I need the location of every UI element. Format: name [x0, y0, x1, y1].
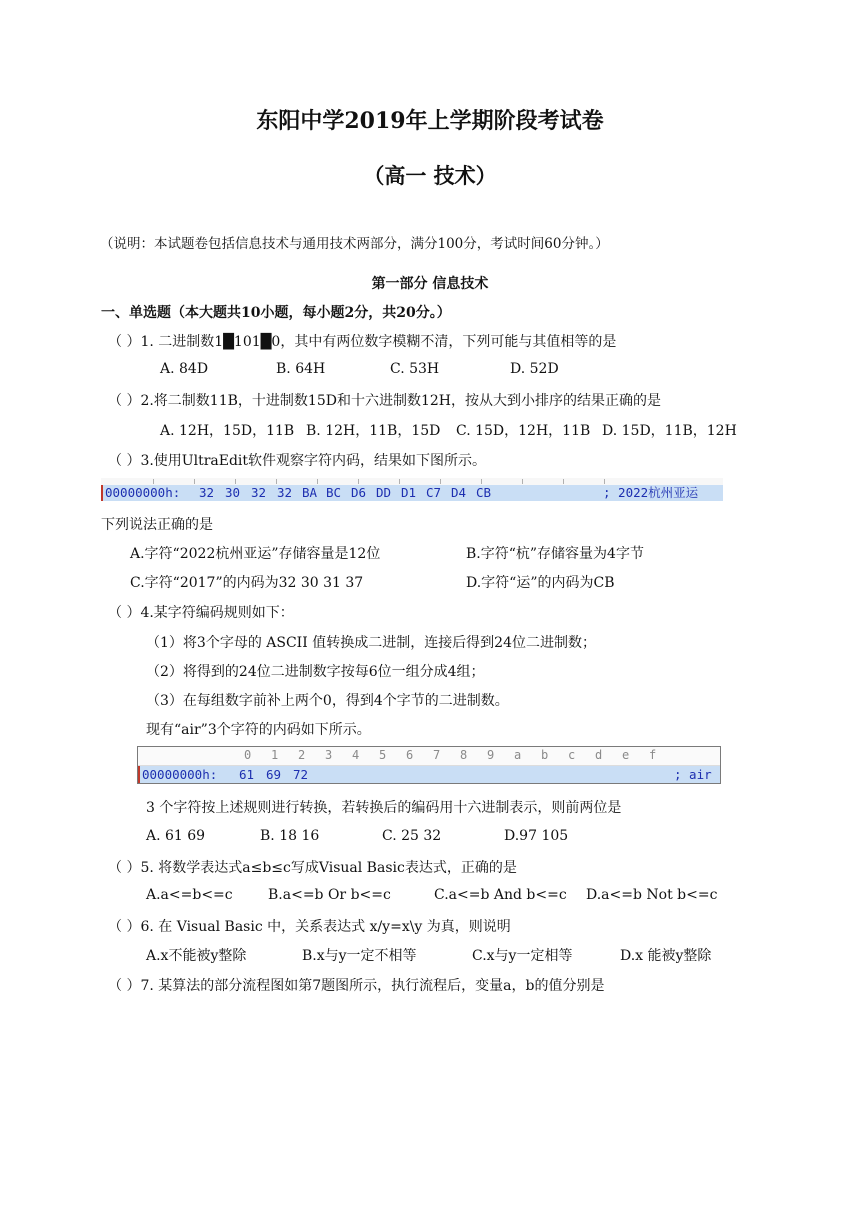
exam-subtitle: （高一 技术） — [363, 163, 497, 188]
q5-option-a[interactable]: A.a<=b<=c — [146, 887, 233, 903]
hex-byte: 72 — [293, 767, 309, 782]
q5-option-b[interactable]: B.a<=b Or b<=c — [268, 887, 391, 903]
q3-option-d[interactable]: D.字符“运”的内码为CB — [466, 575, 615, 591]
hex-editor-strip-2 — [137, 746, 721, 784]
q4-rule-1: （1）将3个字母的 ASCII 值转换成二进制，连接后得到24位二进制数； — [146, 635, 597, 651]
hex-byte: 32 — [199, 485, 215, 500]
hex-byte: 61 — [239, 767, 255, 782]
question-3-stem: （ ）3.使用UltraEdit软件观察字符内码，结果如下图所示。 — [108, 453, 487, 469]
hex-byte: 30 — [225, 485, 241, 500]
hex-byte: BC — [326, 485, 342, 500]
q3-option-a[interactable]: A.字符“2022杭州亚运”存储容量是12位 — [130, 546, 381, 562]
q2-option-b[interactable]: B. 12H，11B，15D — [306, 423, 441, 439]
hex-offset: 00000000h: — [142, 767, 218, 782]
hex-column-label: a — [514, 748, 522, 762]
exam-title: 东阳中学2019年上学期阶段考试卷 — [256, 108, 604, 134]
q1-option-b[interactable]: B. 64H — [276, 361, 326, 377]
hex-byte: D1 — [401, 485, 417, 500]
q1-option-d[interactable]: D. 52D — [510, 361, 559, 377]
q1-option-a[interactable]: A. 84D — [160, 361, 209, 377]
hex-column-label: 0 — [244, 748, 252, 762]
hex-byte: 69 — [266, 767, 282, 782]
hex-column-label: f — [649, 748, 657, 762]
hex-column-label: 9 — [487, 748, 495, 762]
question-4-stem: （ ）4.某字符编码规则如下： — [108, 605, 294, 621]
q4-rule-3: （3）在每组数字前补上两个0，得到4个字节的二进制数。 — [146, 693, 509, 709]
hex-column-label: c — [568, 748, 576, 762]
section-heading: 一、单选题（本大题共10小题，每小题2分，共20分。） — [101, 305, 451, 321]
hex-column-label: 1 — [271, 748, 279, 762]
hex-byte: 32 — [251, 485, 267, 500]
q1-option-c[interactable]: C. 53H — [390, 361, 440, 377]
hex-column-label: 7 — [433, 748, 441, 762]
question-1-stem: （ ）1. 二进制数1█101█0，其中有两位数字模糊不清，下列可能与其值相等的是 — [108, 334, 617, 350]
hex-byte: DD — [376, 485, 392, 500]
q4-rule-2: （2）将得到的24位二进制数字按每6位一组分成4组； — [146, 664, 485, 680]
q4-question: 3 个字符按上述规则进行转换，若转换后的编码用十六进制表示，则前两位是 — [146, 800, 622, 816]
hex-column-label: b — [541, 748, 549, 762]
hex-offset: 00000000h: — [105, 485, 181, 500]
question-6-stem: （ ）6. 在 Visual Basic 中，关系表达式 x/y=x\y 为真，则说明 — [108, 919, 511, 935]
question-2-stem: （ ）2.将二制数11B，十进制数15D和十六进制数12H，按从大到小排序的结果正确的是 — [108, 393, 661, 409]
hex-column-label: 3 — [325, 748, 333, 762]
q3-option-c[interactable]: C.字符“2017”的内码为32 30 31 37 — [130, 575, 364, 591]
part-title: 第一部分 信息技术 — [371, 276, 489, 292]
hex-text: ; 2022杭州亚运 — [603, 485, 699, 500]
hex-column-label: 8 — [460, 748, 468, 762]
hex-row[interactable] — [101, 485, 723, 501]
question-5-stem: （ ）5. 将数学表达式a≤b≤c写成Visual Basic表达式，正确的是 — [108, 860, 517, 876]
q5-option-d[interactable]: D.a<=b Not b<=c — [586, 887, 718, 903]
q5-option-c[interactable]: C.a<=b And b<=c — [434, 887, 567, 903]
hex-column-label: 5 — [379, 748, 387, 762]
hex-byte: C7 — [426, 485, 442, 500]
q6-option-a[interactable]: A.x不能被y整除 — [146, 948, 247, 964]
hex-byte: 32 — [277, 485, 293, 500]
q4-option-b[interactable]: B. 18 16 — [260, 828, 320, 844]
q6-option-c[interactable]: C.x与y一定相等 — [472, 948, 573, 964]
q4-option-a[interactable]: A. 61 69 — [146, 828, 206, 844]
hex-column-label: 4 — [352, 748, 360, 762]
hex-row[interactable] — [138, 766, 720, 783]
hex-column-label: d — [595, 748, 603, 762]
hex-column-label: 6 — [406, 748, 414, 762]
hex-column-label: 2 — [298, 748, 306, 762]
q2-option-c[interactable]: C. 15D，12H，11B — [456, 423, 591, 439]
hex-byte: BA — [302, 485, 318, 500]
q2-option-a[interactable]: A. 12H，15D，11B — [160, 423, 295, 439]
q6-option-d[interactable]: D.x 能被y整除 — [620, 948, 712, 964]
q4-option-d[interactable]: D.97 105 — [504, 828, 569, 844]
q2-option-d[interactable]: D. 15D，11B，12H — [602, 423, 737, 439]
exam-instructions: （说明：本试题卷包括信息技术与通用技术两部分，满分100分，考试时间60分钟。） — [100, 236, 609, 252]
q6-option-b[interactable]: B.x与y一定不相等 — [302, 948, 417, 964]
hex-text: ; air — [674, 767, 712, 782]
hex-byte: CB — [476, 485, 492, 500]
hex-column-header — [138, 747, 720, 766]
q4-intro: 现有“air”3个字符的内码如下所示。 — [146, 722, 371, 738]
q3-option-b[interactable]: B.字符“杭”存储容量为4字节 — [466, 546, 644, 562]
q3-follow-text: 下列说法正确的是 — [101, 517, 213, 533]
q4-option-c[interactable]: C. 25 32 — [382, 828, 442, 844]
hex-column-label: e — [622, 748, 630, 762]
question-7-stem: （ ）7. 某算法的部分流程图如第7题图所示，执行流程后，变量a，b的值分别是 — [108, 978, 605, 994]
hex-editor-strip-1 — [101, 478, 723, 502]
hex-byte: D6 — [351, 485, 367, 500]
hex-byte: D4 — [451, 485, 467, 500]
